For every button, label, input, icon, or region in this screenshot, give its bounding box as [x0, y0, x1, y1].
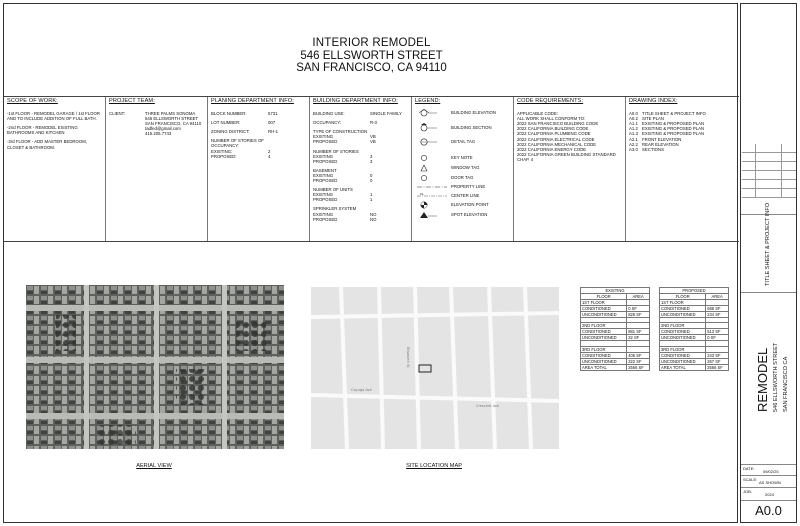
existing-title: EXISTING — [581, 288, 650, 294]
use-value: SINGLE FAMILY — [370, 111, 402, 117]
sprinkler-proposed-label: PROPOSED — [313, 216, 338, 222]
basement-existing-value: 0 — [370, 172, 373, 178]
construction-proposed-label: PROPOSED — [313, 139, 338, 145]
existing-area-table — [580, 287, 650, 371]
date-label: DATE: — [743, 466, 755, 471]
map-street-label: Ellsworth St — [406, 347, 410, 368]
code-line: 2022 CALIFORNIA ENERGY CODE — [517, 146, 587, 152]
client-phone: 415.205.7743 — [145, 131, 172, 137]
client-line: 546 ELLSWORTH STREET — [145, 116, 199, 122]
bstories-proposed-value: 3 — [370, 158, 373, 164]
scope-of-work — [4, 97, 106, 241]
code-line: 2022 CALIFORNIA PLUMBING CODE — [517, 131, 591, 137]
site-map-caption: SITE LOCATION MAP — [406, 463, 462, 469]
table-row: 2ND FLOOR — [660, 323, 729, 329]
basement-proposed-label: PROPOSED — [313, 178, 338, 184]
table-row: AREA TOTAL 2566 SF — [660, 364, 729, 370]
construction-label: TYPE OF CONSTRUCTION — [313, 129, 368, 135]
window-tag-icon — [415, 163, 451, 173]
table-row: UNCONDITIONED 322 SF — [581, 358, 650, 364]
legend-item — [415, 108, 510, 118]
tb-project-name: REMODEL — [755, 347, 770, 412]
block-value: 5731 — [268, 111, 278, 117]
scope-item: -1st FLOOR - REMODEL GARAGE / 1st FLOOR AND TO INCLUDE ADDITION OF FULL BATH. — [7, 111, 100, 122]
index-name: FRONT ELEVATION — [642, 136, 682, 142]
table-row: 3RD FLOOR — [660, 346, 729, 352]
sprinkler-proposed-value: NO — [370, 216, 377, 222]
code-line: 2022 CALIFORNIA GREEN BUILDING STANDARD CHAP. 4 — [517, 151, 616, 162]
table-row: CONDITIONED 688 SF — [660, 306, 729, 312]
drawing-sheet — [3, 3, 738, 523]
units-proposed-value: 1 — [370, 197, 373, 203]
scale-label: SCALE: — [743, 477, 758, 482]
client-label: CLIENT: — [109, 111, 125, 117]
occupancy-label: OCCUPANCY: — [313, 120, 342, 126]
table-row: AREA TOTAL 2566 SF — [581, 364, 650, 370]
table-row: CONDITIONED 881 SF — [581, 329, 650, 335]
legend-label: WINDOW TAG — [451, 165, 480, 171]
index-name: EXISTING & PROPOSED PLAN — [642, 126, 705, 132]
col-floor: FLOOR — [581, 294, 627, 300]
client-email: tadfed@gmail.com — [145, 126, 181, 132]
index-name: SECTIONS — [642, 146, 664, 152]
index-code: A1.1 — [629, 121, 638, 127]
building-heading: BUILDING DEPARTMENT INFO: — [313, 98, 398, 104]
scope-heading: SCOPE OF WORK: — [7, 98, 58, 104]
legend-label: KEY NOTE — [451, 155, 473, 161]
tb-address: 546 ELLSWORTH STREET — [773, 342, 779, 412]
legend-label: PROPERTY LINE — [451, 184, 486, 190]
index-code: A2.1 — [629, 136, 638, 142]
legend-label: BUILDING ELEVATION — [451, 110, 496, 116]
code-line: 2022 CALIFORNIA BUILDING CODE — [517, 126, 589, 132]
index-code: A3.0 — [629, 146, 638, 152]
building-section-icon — [415, 123, 451, 133]
elevation-point-icon — [415, 200, 451, 210]
scope-item: -3rd FLOOR - ADD MASTER BEDROOM, CLOSET & BATHROOM. — [7, 139, 87, 150]
stories-proposed-value: 4 — [268, 153, 271, 159]
occupancy-value: R-3 — [370, 120, 377, 126]
legend-item — [415, 163, 510, 173]
index-heading: DRAWING INDEX: — [629, 98, 678, 104]
index-name: SITE PLAN — [642, 116, 664, 122]
legend-heading: LEGEND: — [415, 98, 441, 104]
planning-info — [208, 97, 310, 241]
code-line: ALL WORK SHALL CONFORM TO: — [517, 116, 586, 122]
drawing-index — [626, 97, 739, 241]
table-row: 3RD FLOOR — [581, 346, 650, 352]
legend-label: CENTER LINE — [451, 193, 480, 199]
index-name: TITLE SHEET & PROJECT INFO — [642, 111, 706, 117]
stories-existing-label: EXISTING: — [211, 148, 233, 154]
stories-existing-value: 2 — [268, 148, 271, 154]
code-line: 2022 CALIFORNIA ELECTRICAL CODE — [517, 136, 595, 142]
bstories-existing-value: 3 — [370, 153, 373, 159]
units-proposed-label: PROPOSED — [313, 197, 338, 203]
index-row[interactable] — [629, 147, 736, 152]
aerial-caption: AERIAL VIEW — [136, 463, 172, 469]
sprinkler-existing-value: NO — [370, 211, 377, 217]
building-info — [310, 97, 412, 241]
job-label: JOB: — [743, 489, 752, 494]
project-team — [106, 97, 208, 241]
legend-label: BUILDING SECTION — [451, 125, 492, 131]
units-label: NUMBER OF UNITS — [313, 187, 353, 193]
site-map — [311, 287, 559, 449]
sheet-info-label: TITLE SHEET & PROJECT INFO — [765, 202, 771, 286]
table-row: 1ST FLOOR — [581, 300, 650, 306]
legend-item — [415, 153, 510, 163]
scale-value: AS SHOWN — [759, 480, 781, 485]
index-code: A1.3 — [629, 131, 638, 137]
revision-grid — [742, 144, 796, 198]
legend-label: DETAIL TAG — [451, 139, 476, 145]
col-area: AREA — [627, 294, 650, 300]
sprinkler-existing-label: EXISTING — [313, 211, 334, 217]
legend-item — [415, 200, 510, 210]
code-line: 2022 CALIFORNIA MECHANICAL CODE — [517, 141, 597, 147]
bstories-label: NUMBER OF STORIES — [313, 148, 359, 154]
table-row: UNCONDITIONED 32 SF — [581, 335, 650, 341]
codes-heading: CODE REQUIREMENTS: — [517, 98, 584, 104]
detail-tag-icon — [415, 137, 451, 147]
code-requirements — [514, 97, 626, 241]
bstories-existing-label: EXISTING — [313, 153, 334, 159]
legend — [412, 97, 514, 241]
map-street-label: Cayuga Ave — [351, 388, 372, 392]
sheet-header — [4, 4, 739, 96]
code-line: 2022 SAN FRANCISCO BUILDING CODE — [517, 121, 599, 127]
project-city: SAN FRANCISCO, CA 94110 — [296, 62, 447, 74]
units-existing-value: 1 — [370, 192, 373, 198]
table-row: 1ST FLOOR — [660, 300, 729, 306]
use-label: BUILDING USE: — [313, 111, 345, 117]
index-code: A1.2 — [629, 126, 638, 132]
title-block — [740, 3, 797, 523]
legend-label: ELEVATION POINT — [451, 202, 489, 208]
legend-item — [415, 137, 510, 147]
index-name: EXISTING & PROPOSED PLAN — [642, 121, 705, 127]
col-floor: FLOOR — [660, 294, 706, 300]
construction-existing-label: EXISTING — [313, 134, 334, 140]
index-code: A0.0 — [629, 111, 638, 117]
proposed-area-table — [659, 287, 729, 371]
svg-text:CL: CL — [420, 192, 424, 196]
project-title: INTERIOR REMODEL — [312, 37, 431, 49]
basement-proposed-value: 0 — [370, 178, 373, 184]
zoning-label: ZONING DISTRICT: — [211, 129, 250, 135]
index-code: A2.2 — [629, 141, 638, 147]
team-heading: PROJECT TEAM: — [109, 98, 155, 104]
building-elevation-icon — [415, 108, 451, 118]
basement-label: BASEMENT — [313, 167, 337, 173]
lot-value: 007 — [268, 120, 276, 126]
stories-label: NUMBER OF STORIES OF OCCUPANCY: — [211, 138, 264, 149]
legend-label: DOOR TAG — [451, 175, 474, 181]
sprinkler-label: SPRINKLER SYSTEM — [313, 206, 357, 212]
table-row: UNCONDITIONED 267 SF — [660, 358, 729, 364]
planning-heading: PLANING DEPARTMENT INFO: — [211, 98, 294, 104]
project-address: 546 ELLSWORTH STREET — [300, 50, 443, 62]
block-label: BLOCK NUMBER: — [211, 111, 247, 117]
date-value: 09/02/25 — [763, 469, 779, 474]
bstories-proposed-label: PROPOSED — [313, 158, 338, 164]
project-info-row — [4, 96, 739, 242]
legend-item — [415, 210, 510, 220]
table-row: UNCONDITIONED 234 SF — [660, 312, 729, 318]
job-value: 2024 — [765, 492, 774, 497]
table-row: CONDITIONED 0 SF — [581, 306, 650, 312]
site-location-map — [311, 287, 559, 449]
table-row: UNCONDITIONED 825 SF — [581, 312, 650, 318]
construction-existing-value: VB — [370, 134, 376, 140]
table-row: CONDITIONED 513 SF — [660, 329, 729, 335]
index-code: A0.2 — [629, 116, 638, 122]
sheet-number: A0.0 — [755, 503, 782, 518]
units-existing-label: EXISTING — [313, 192, 334, 198]
tb-city: SAN FRANCISCO CA — [783, 356, 789, 412]
legend-item — [415, 123, 510, 133]
index-name: REAR ELEVATION — [642, 141, 679, 147]
proposed-title: PROPOSED — [660, 288, 729, 294]
table-row: CONDITIONED 406 SF — [581, 352, 650, 358]
basement-existing-label: EXISTING — [313, 172, 334, 178]
spot-elevation-icon — [415, 210, 451, 220]
key-note-icon — [415, 153, 451, 163]
construction-proposed-value: VB — [370, 139, 376, 145]
client-line: SAN FRANCISCO, CA 94110 — [145, 121, 202, 127]
map-street-label: Crescent Ave — [476, 404, 499, 408]
legend-label: SPOT ELEVATION — [451, 212, 488, 218]
table-row: 2ND FLOOR — [581, 323, 650, 329]
index-name: EXISTING & PROPOSED PLAN — [642, 131, 705, 137]
stories-proposed-label: PROPOSED: — [211, 153, 237, 159]
zoning-value: RH-1 — [268, 129, 279, 135]
col-area: AREA — [706, 294, 729, 300]
table-row: UNCONDITIONED 0 SF — [660, 335, 729, 341]
scope-item: -2nd FLOOR - REMODEL EXISTING BATHROOMS AND KITCHEN — [7, 125, 78, 136]
aerial-view-image — [26, 285, 284, 449]
aerial-photo — [26, 285, 284, 449]
code-line: APPLICABLE CODE: — [517, 111, 559, 117]
table-row: CONDITIONED 243 SF — [660, 352, 729, 358]
client-line: THREE PALMS SONOMA — [145, 111, 196, 117]
lot-label: LOT NUMBER: — [211, 120, 241, 126]
